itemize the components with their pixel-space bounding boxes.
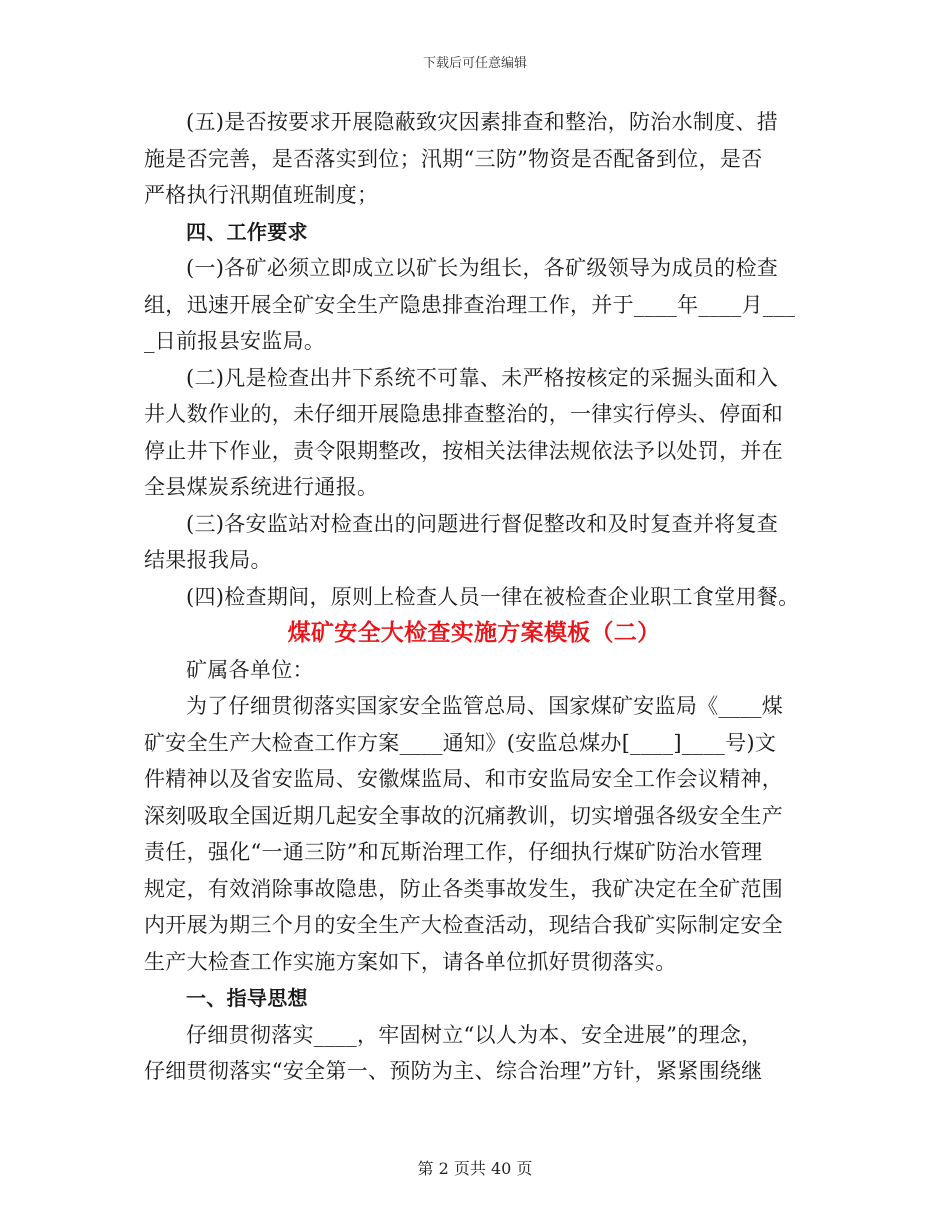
body-line: 深刻吸取全国近期几起安全事故的沉痛教训，切实增强各级安全生产	[144, 803, 783, 828]
body-line: (一)各矿必须立即成立以矿长为组长，各矿级领导为成员的检查	[186, 256, 779, 280]
section-heading: 一、指导思想	[186, 986, 308, 1010]
body-line: 件精神以及省安监局、安徽煤监局、和市安监局安全工作会议精神，	[144, 767, 783, 791]
body-line: 井人数作业的，未仔细开展隐患排查整治的，一律实行停头、停面和	[144, 402, 783, 426]
body-line: 规定，有效消除事故隐患，防止各类事故发生，我矿决定在全矿范围	[144, 876, 783, 901]
body-line: 施是否完善，是否落实到位；汛期“三防”物资是否配备到位，是否	[144, 146, 763, 171]
body-line: 组，迅速开展全矿安全生产隐患排查治理工作，并于____年____月___	[144, 292, 796, 317]
body-line: 内开展为期三个月的安全生产大检查活动，现结合我矿实际制定安全	[144, 913, 783, 937]
body-line: 停止井下作业，责令限期整改，按相关法律法规依法予以处罚，并在	[144, 438, 783, 463]
document-body	[144, 104, 804, 1090]
body-line: 全县煤炭系统进行通报。	[144, 475, 379, 499]
body-line: 矿属各单位：	[186, 657, 314, 682]
body-line: (五)是否按要求开展隐蔽致灾因素排查和整治，防治水制度、措	[186, 110, 779, 134]
body-line: (四)检查期间，原则上检查人员一律在被检查企业职工食堂用餐。	[186, 584, 800, 609]
body-line: 仔细贯彻落实“安全第一、预防为主、综合治理”方针，紧紧围绕继	[144, 1059, 763, 1083]
body-line: 严格执行汛期值班制度；	[144, 183, 379, 207]
document-title: 煤矿安全大检查实施方案模板（二）	[287, 620, 661, 646]
body-line: 为了仔细贯彻落实国家安全监管总局、国家煤矿安监局《____煤	[186, 694, 783, 718]
section-heading: 四、工作要求	[186, 219, 308, 244]
body-line: 矿安全生产大检查工作方案____通知》(安监总煤办[____]____号)文	[144, 730, 777, 755]
body-line: 结果报我局。	[144, 548, 272, 572]
body-line: _日前报县安监局。	[144, 329, 326, 353]
body-line: (三)各安监站对检查出的问题进行督促整改和及时复查并将复查	[186, 511, 779, 536]
body-line: 仔细贯彻落实____，牢固树立“以人为本、安全进展”的理念，	[186, 1022, 763, 1047]
body-line: 生产大检查工作实施方案如下，请各单位抓好贯彻落实。	[144, 949, 677, 974]
page-footer: 第 2 页共 40 页	[417, 1159, 533, 1178]
page-header: 下载后可任意编辑	[422, 56, 527, 71]
body-line: (二)凡是检查出井下系统不可靠、未严格按核定的采掘头面和入	[186, 365, 779, 390]
body-line: 责任，强化“一通三防”和瓦斯治理工作，仔细执行煤矿防治水管理	[144, 840, 763, 864]
